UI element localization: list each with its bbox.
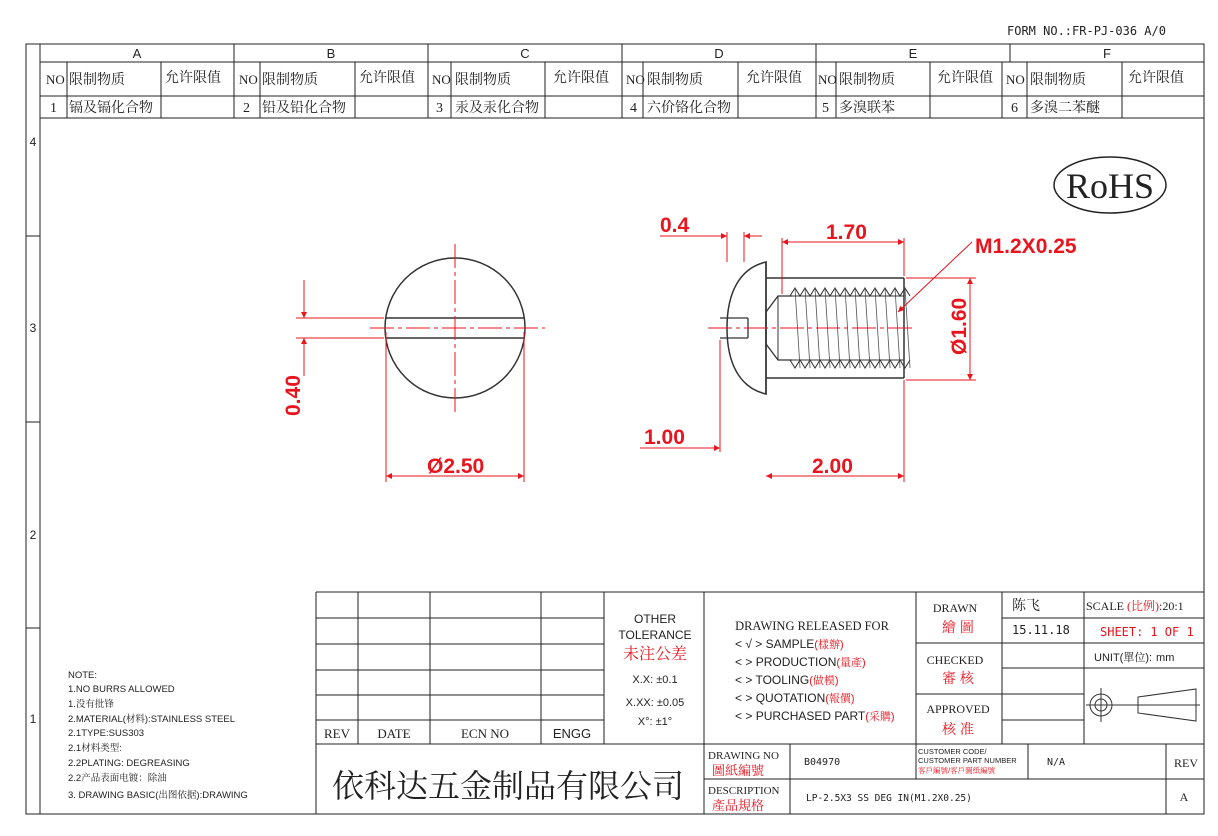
zone-label-b: B xyxy=(326,46,336,61)
unit-value: mm xyxy=(1156,652,1175,664)
tolerance-line-2: X°: ±1° xyxy=(637,716,673,728)
hdr-substance-5: 限制物质 xyxy=(839,73,895,88)
zone-row-4: 4 xyxy=(29,135,37,149)
zone-row-3: 3 xyxy=(29,321,37,335)
note-line-8: 3. DRAWING BASIC(出图依据):DRAWING xyxy=(68,790,248,801)
release-option-mark: < > xyxy=(735,709,756,723)
dim-head-diameter: Ø2.50 xyxy=(427,455,485,478)
release-option-mark: < > xyxy=(735,673,756,687)
substance-name-4: 六价铬化合物 xyxy=(647,101,731,116)
drawn-date: 15.11.18 xyxy=(1012,623,1070,637)
substance-name-6: 多溴二苯醚 xyxy=(1030,101,1100,116)
release-option-label: PRODUCTION xyxy=(755,655,837,669)
hdr-substance-4: 限制物质 xyxy=(647,73,703,88)
customer-line-3: 客戶編號/客戶圖紙編號 xyxy=(918,766,996,775)
hdr-no-6: NO xyxy=(1006,72,1025,87)
tolerance-title-1: OTHER xyxy=(634,612,676,626)
tolerance-title-2: TOLERANCE xyxy=(618,628,692,642)
thread-profile-top xyxy=(790,288,910,296)
hdr-limit-5: 允许限值 xyxy=(937,71,993,86)
unit-label xyxy=(1094,651,1174,664)
customer-line-1: CUSTOMER CODE/ xyxy=(918,747,987,756)
ecn-header: ECN NO xyxy=(460,726,510,741)
release-option-label: TOOLING xyxy=(755,673,810,687)
release-option-mark: < > xyxy=(735,655,756,669)
rohs-label: RoHS xyxy=(1065,166,1155,206)
zone-label-c: C xyxy=(520,46,530,61)
hdr-limit-1: 允许限值 xyxy=(165,71,221,86)
release-option xyxy=(735,673,839,687)
zone-label-f: F xyxy=(1103,46,1111,61)
drawing-no-label-cn: 圖紙編號 xyxy=(712,763,765,778)
revision-table xyxy=(324,726,591,741)
dim-head-height: 1.00 xyxy=(644,426,685,449)
release-option-label: PURCHASED PART xyxy=(755,709,866,723)
scale-label-en: SCALE xyxy=(1086,599,1125,613)
zone-row-2: 2 xyxy=(29,528,37,542)
form-number: FORM NO.:FR-PJ-036 A/0 xyxy=(1007,24,1166,38)
hdr-limit-3: 允许限值 xyxy=(553,71,609,86)
tolerance-title-cn: 未注公差 xyxy=(622,646,688,663)
checked-label: CHECKED xyxy=(926,653,984,667)
release-option-label-cn: (報價) xyxy=(825,693,855,705)
hdr-substance-1: 限制物质 xyxy=(69,73,125,88)
rev-label: REV xyxy=(1174,756,1198,770)
dim-head-thickness: 0.4 xyxy=(660,214,690,237)
scale-label-cn: (比例) xyxy=(1127,599,1160,613)
tolerance-block xyxy=(618,612,691,728)
checked-label-cn: 審 核 xyxy=(942,670,974,686)
front-view xyxy=(282,244,545,482)
customer-value: N/A xyxy=(1047,757,1066,768)
substance-table xyxy=(46,69,1184,116)
company-name: 依科达五金制品有限公司 xyxy=(331,768,685,804)
rev-value: A xyxy=(1179,790,1189,804)
release-block xyxy=(735,619,895,723)
hdr-no-2: NO xyxy=(239,72,258,87)
release-option-label: SAMPLE xyxy=(765,637,815,651)
zone-label-d: D xyxy=(714,46,724,61)
zone-label-e: E xyxy=(908,46,918,61)
note-line-1: 1.NO BURRS ALLOWED xyxy=(68,684,175,695)
zone-row-labels xyxy=(30,135,37,726)
hdr-limit-2: 允许限值 xyxy=(359,71,415,86)
date-header: DATE xyxy=(377,726,411,741)
note-line-0: NOTE: xyxy=(68,670,98,681)
hdr-substance-6: 限制物质 xyxy=(1030,73,1086,88)
release-option xyxy=(735,709,895,723)
projection-symbol xyxy=(1086,688,1200,722)
release-option xyxy=(735,637,844,651)
release-option-mark: < > xyxy=(735,691,756,705)
sheet-value: 1 OF 1 xyxy=(1150,625,1194,639)
substance-name-5: 多溴联苯 xyxy=(839,101,895,116)
substance-no-2: 2 xyxy=(243,101,250,116)
rohs-badge xyxy=(1054,157,1166,213)
notes-block xyxy=(68,670,248,801)
drawing-no-value: B04970 xyxy=(804,757,841,768)
customer-line-2: CUSTOMER PART NUMBER xyxy=(918,756,1017,765)
side-view xyxy=(640,214,1077,482)
drawn-name: 陈飞 xyxy=(1012,599,1040,614)
substance-no-5: 5 xyxy=(822,101,829,116)
description-label-cn: 產品規格 xyxy=(712,798,765,813)
note-line-6: 2.2PLATING: DEGREASING xyxy=(68,758,190,769)
unit-label-text: UNIT(單位): xyxy=(1094,652,1153,664)
approved-label: APPROVED xyxy=(926,702,990,716)
customer-block xyxy=(918,747,1065,775)
drawn-label-cn: 繪 圖 xyxy=(942,619,974,635)
release-option xyxy=(735,655,866,669)
hdr-limit-6: 允许限值 xyxy=(1128,71,1184,86)
substance-name-2: 铅及铅化合物 xyxy=(262,101,346,116)
release-title: DRAWING RELEASED FOR xyxy=(735,619,889,633)
dim-thread-diameter: Ø1.60 xyxy=(948,297,971,355)
border-frame xyxy=(26,44,1204,814)
release-option-label: QUOTATION xyxy=(755,691,826,705)
hdr-substance-2: 限制物质 xyxy=(262,73,318,88)
scale-label xyxy=(1086,598,1184,613)
release-option-label-cn: (樣辦) xyxy=(814,639,844,651)
release-option-mark: < √ > xyxy=(735,637,766,651)
hdr-substance-3: 限制物质 xyxy=(455,73,511,88)
engg-header: ENGG xyxy=(552,726,592,741)
description-block xyxy=(708,785,972,813)
substance-no-4: 4 xyxy=(630,101,637,116)
sheet-label-text: SHEET: xyxy=(1100,625,1144,639)
substance-name-1: 镉及镉化合物 xyxy=(69,101,153,116)
scale-value: :20:1 xyxy=(1159,599,1184,613)
dim-thread-spec: M1.2X0.25 xyxy=(975,235,1077,258)
substance-no-6: 6 xyxy=(1011,101,1018,116)
description-label: DESCRIPTION xyxy=(708,785,780,797)
note-line-3: 2.MATERIAL(材料):STAINLESS STEEL xyxy=(68,714,235,725)
hdr-no-4: NO xyxy=(626,72,645,87)
note-line-5: 2.1材料类型: xyxy=(68,743,122,754)
drawn-label: DRAWN xyxy=(932,601,978,615)
substance-no-1: 1 xyxy=(50,101,57,116)
release-option-label-cn: (量產) xyxy=(836,657,866,669)
hdr-no-3: NO xyxy=(432,72,451,87)
dim-thread-length: 1.70 xyxy=(826,221,867,244)
tolerance-line-0: X.X: ±0.1 xyxy=(632,674,678,686)
dim-slot-width: 0.40 xyxy=(282,375,305,416)
rev-header: REV xyxy=(324,726,350,741)
note-line-2: 1.没有批锋 xyxy=(68,699,114,710)
zone-label-a: A xyxy=(132,46,142,61)
drawing-no-block xyxy=(708,750,840,778)
scale-block xyxy=(1086,598,1200,722)
release-option-label-cn: (做模) xyxy=(809,675,839,687)
description-value: LP-2.5X3 SS DEG IN(M1.2X0.25) xyxy=(806,793,972,804)
hdr-no-5: NO xyxy=(818,72,837,87)
zone-row-1: 1 xyxy=(29,712,37,726)
release-option xyxy=(735,691,855,705)
note-line-7: 2.2产品表面电镀：除油 xyxy=(68,773,167,784)
dim-total-length: 2.00 xyxy=(812,455,853,478)
substance-no-3: 3 xyxy=(436,101,443,116)
tolerance-line-1: X.XX: ±0.05 xyxy=(625,697,685,709)
drawing-no-label: DRAWING NO xyxy=(708,750,779,762)
note-line-4: 2.1TYPE:SUS303 xyxy=(68,728,145,739)
sheet-label xyxy=(1100,625,1194,639)
approved-label-cn: 核 准 xyxy=(942,721,974,737)
release-option-label-cn: (采購) xyxy=(865,711,895,723)
hdr-limit-4: 允许限值 xyxy=(746,71,802,86)
hdr-no-1: NO xyxy=(46,72,65,87)
substance-name-3: 汞及汞化合物 xyxy=(455,101,539,116)
